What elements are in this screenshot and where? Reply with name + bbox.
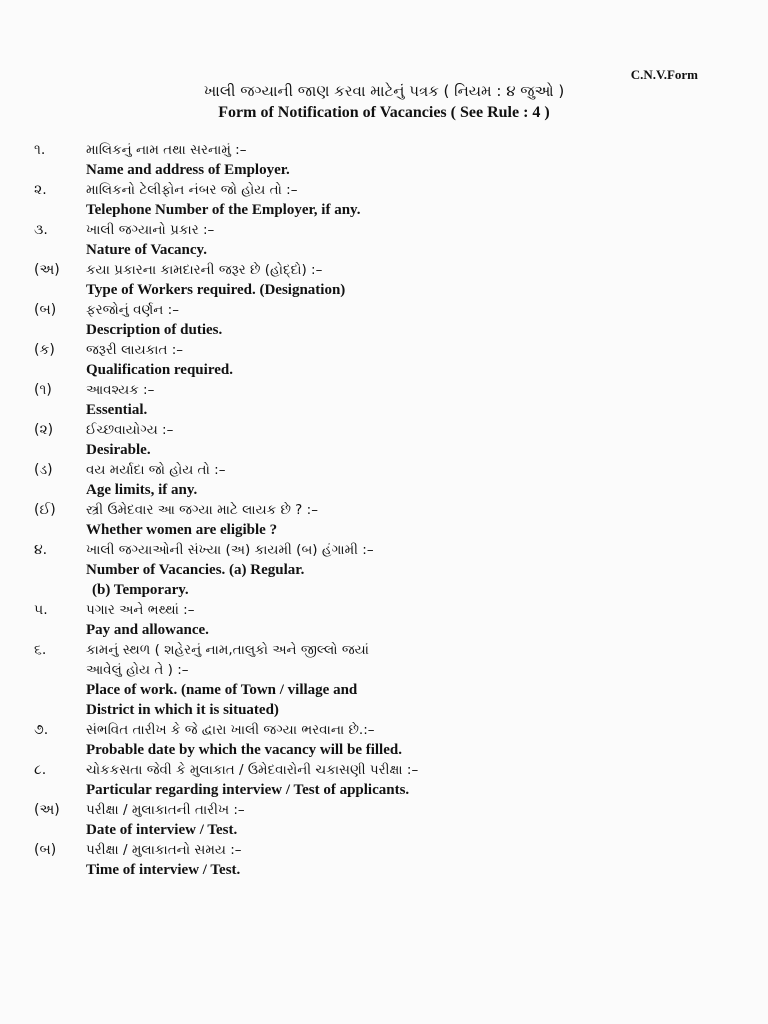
item-label-english: Essential. bbox=[86, 402, 148, 418]
item-number: ૩. bbox=[34, 222, 48, 238]
item-number: (૧) bbox=[34, 382, 52, 398]
item-label-gujarati: પગાર અને ભથ્થાં :– bbox=[86, 602, 195, 618]
item-label-english: Qualification required. bbox=[86, 362, 233, 378]
item-label-english: Time of interview / Test. bbox=[86, 862, 241, 878]
item-number: ૪. bbox=[34, 542, 48, 558]
item-number: (ડ) bbox=[34, 462, 53, 478]
item-number: (ઈ) bbox=[34, 502, 56, 518]
form-item-row bbox=[0, 840, 768, 860]
form-item-row bbox=[0, 460, 768, 480]
form-item-row bbox=[0, 580, 768, 600]
form-item-row bbox=[0, 240, 768, 260]
item-number: (અ) bbox=[34, 802, 60, 818]
form-item-row bbox=[0, 760, 768, 780]
item-label-english: Particular regarding interview / Test of applicants. bbox=[86, 782, 410, 798]
form-items bbox=[0, 140, 768, 880]
form-item-row bbox=[0, 300, 768, 320]
item-label-gujarati: ફરજોનું વર્ણન :– bbox=[86, 302, 179, 318]
item-label-english-continued: (b) Temporary. bbox=[92, 582, 189, 598]
form-code: C.N.V.Form bbox=[630, 67, 698, 82]
form-item-row bbox=[0, 180, 768, 200]
item-label-english-continued: District in which it is situated) bbox=[86, 702, 279, 718]
item-label-gujarati: જરૂરી લાયકાત :– bbox=[86, 342, 184, 358]
item-label-english: Telephone Number of the Employer, if any. bbox=[86, 202, 361, 218]
item-label-gujarati: પરીક્ષા / મુલાકાતની તારીખ :– bbox=[86, 802, 245, 818]
form-item-row bbox=[0, 480, 768, 500]
form-item-row bbox=[0, 380, 768, 400]
form-item-row bbox=[0, 800, 768, 820]
item-label-gujarati: કયા પ્રકારના કામદારની જરૂર છે (હોદ્દો) :– bbox=[86, 262, 323, 278]
item-label-english: Place of work. (name of Town / village and bbox=[86, 682, 358, 698]
item-number: (અ) bbox=[34, 262, 60, 278]
form-item-row bbox=[0, 640, 768, 660]
form-item-row bbox=[0, 700, 768, 720]
item-number: ૧. bbox=[34, 142, 46, 158]
item-label-english: Nature of Vacancy. bbox=[86, 242, 207, 258]
item-label-english: Date of interview / Test. bbox=[86, 822, 238, 838]
item-label-gujarati: સ્ત્રી ઉમેદવાર આ જગ્યા માટે લાયક છે ? :– bbox=[86, 502, 318, 518]
item-label-english: Type of Workers required. (Designation) bbox=[86, 282, 346, 298]
item-number: (બ) bbox=[34, 842, 57, 858]
form-item-row bbox=[0, 520, 768, 540]
item-number: ૨. bbox=[34, 182, 47, 198]
item-label-gujarati: માલિકનો ટેલીફોન નંબર જો હોય તો :– bbox=[86, 182, 298, 198]
item-number: ૫. bbox=[34, 602, 48, 618]
item-label-english: Pay and allowance. bbox=[86, 622, 209, 638]
item-number: ૮. bbox=[34, 762, 47, 778]
item-label-gujarati: વય મર્યાદા જો હોય તો :– bbox=[86, 462, 226, 478]
form-item-row bbox=[0, 860, 768, 880]
item-label-gujarati: ખાલી જગ્યાનો પ્રકાર :– bbox=[86, 222, 215, 238]
item-number: (ક) bbox=[34, 342, 55, 358]
form-item-row bbox=[0, 280, 768, 300]
form-item-row bbox=[0, 420, 768, 440]
form-item-row bbox=[0, 820, 768, 840]
form-item-row bbox=[0, 400, 768, 420]
form-item-row bbox=[0, 440, 768, 460]
form-item-row bbox=[0, 740, 768, 760]
form-item-row bbox=[0, 500, 768, 520]
item-number: ૭. bbox=[34, 722, 49, 738]
item-number: (બ) bbox=[34, 302, 57, 318]
item-label-gujarati: સંભવિત તારીખ કે જે દ્વારા ખાલી જગ્યા ભરવાના છે.:– bbox=[86, 722, 375, 738]
item-label-english: Name and address of Employer. bbox=[86, 162, 290, 178]
form-item-row bbox=[0, 160, 768, 180]
form-item-row bbox=[0, 360, 768, 380]
form-title-gujarati: ખાલી જગ્યાની જાણ કરવા માટેનું પત્રક ( નિયમ : ૪ જુઓ ) bbox=[203, 82, 565, 100]
form-item-row bbox=[0, 780, 768, 800]
item-label-english: Number of Vacancies. (a) Regular. bbox=[86, 562, 305, 578]
item-label-gujarati: માલિકનું નામ તથા સરનામું :– bbox=[86, 142, 247, 158]
item-label-gujarati: ચોકકસતા જેવી કે મુલાકાત / ઉમેદવારોની ચકાસણી પરીક્ષા :– bbox=[86, 762, 419, 778]
form-item-row bbox=[0, 320, 768, 340]
item-label-gujarati: ઈચ્છવાયોગ્ય :– bbox=[86, 422, 174, 438]
item-label-english: Age limits, if any. bbox=[86, 482, 198, 498]
item-label-gujarati: પરીક્ષા / મુલાકાતનો સમય :– bbox=[86, 842, 242, 858]
item-label-gujarati: કામનું સ્થળ ( શહેરનું નામ,તાલુકો અને જીલ્લો જયાં bbox=[86, 642, 369, 658]
form-item-row bbox=[0, 560, 768, 580]
item-number: ૬. bbox=[34, 642, 47, 658]
form-item-row bbox=[0, 680, 768, 700]
form-item-row bbox=[0, 620, 768, 640]
form-item-row bbox=[0, 140, 768, 160]
item-label-english: Whether women are eligible ? bbox=[86, 522, 278, 538]
item-label-english: Probable date by which the vacancy will be filled. bbox=[86, 742, 402, 758]
item-label-gujarati-continued: આવેલું હોય તે ) :– bbox=[86, 662, 189, 678]
form-title-english: Form of Notification of Vacancies ( See Rule : 4 ) bbox=[218, 104, 550, 121]
item-number: (૨) bbox=[34, 422, 54, 438]
item-label-gujarati: આવશ્યક :– bbox=[86, 382, 155, 398]
form-item-row bbox=[0, 220, 768, 240]
form-item-row bbox=[0, 660, 768, 680]
item-label-english: Description of duties. bbox=[86, 322, 223, 338]
form-item-row bbox=[0, 340, 768, 360]
form-item-row bbox=[0, 200, 768, 220]
item-label-english: Desirable. bbox=[86, 442, 151, 458]
form-item-row bbox=[0, 600, 768, 620]
form-item-row bbox=[0, 720, 768, 740]
item-label-gujarati: ખાલી જગ્યાઓની સંખ્યા (અ) કાયમી (બ) હંગામી :– bbox=[86, 542, 374, 558]
form-item-row bbox=[0, 540, 768, 560]
form-item-row bbox=[0, 260, 768, 280]
